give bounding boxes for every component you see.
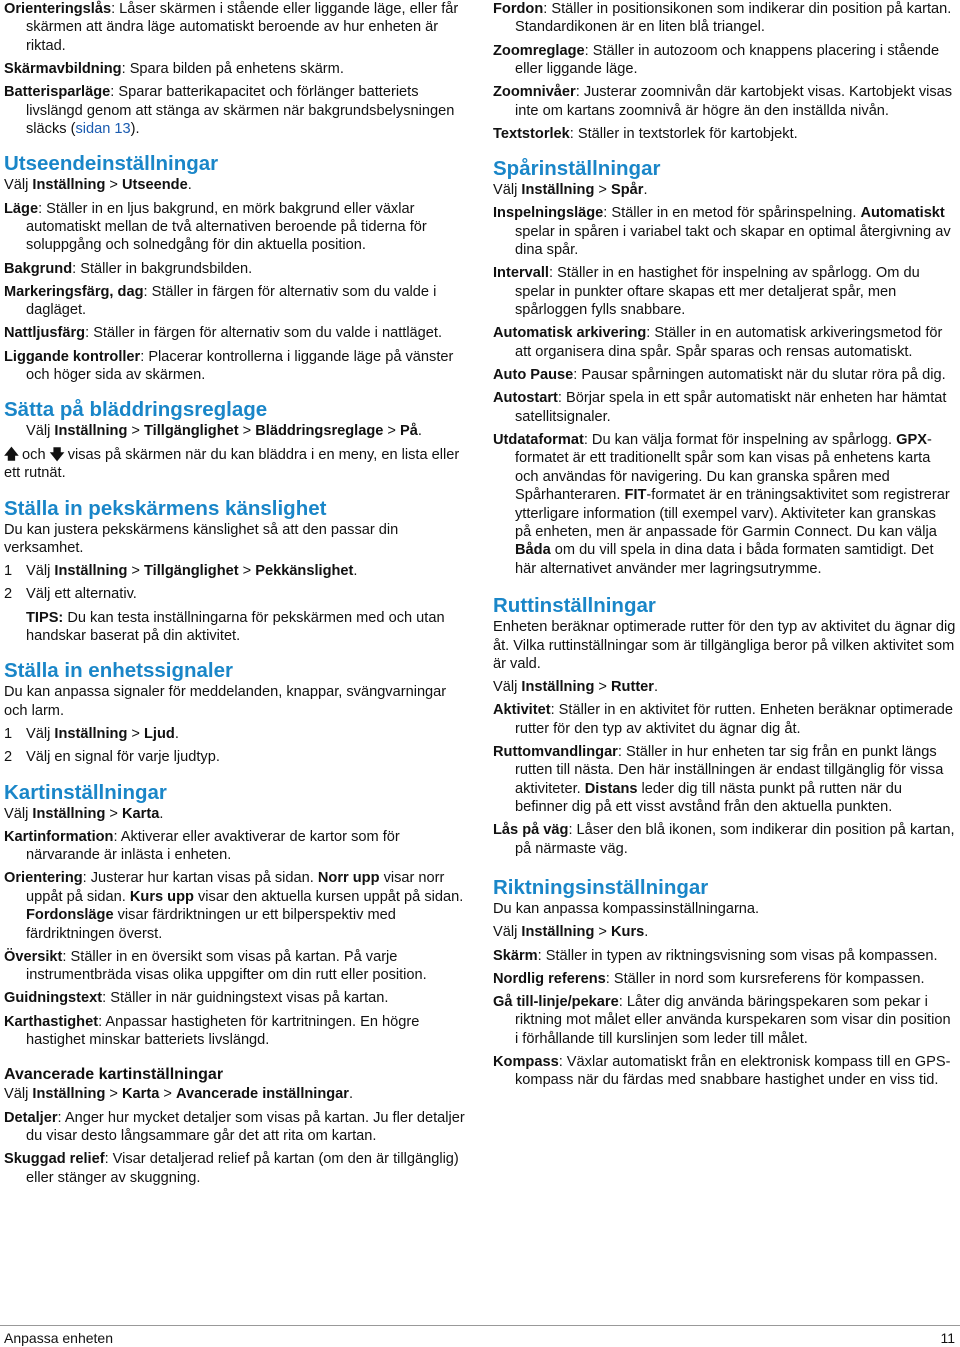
option-name: Kurs upp	[129, 888, 194, 905]
step-number: 2	[4, 749, 13, 766]
select-prefix: Välj	[26, 423, 55, 440]
path-separator: >	[238, 563, 256, 580]
path-end: .	[417, 423, 422, 440]
north-reference-item	[493, 970, 956, 988]
path-part: Inställning	[32, 1086, 106, 1103]
description: : Låser skärmen i stående eller liggande läge, eller får skärmen att ändra läge automatiskt beroende av hur enheten är riktad.	[26, 1, 459, 54]
auto-archive-item	[493, 324, 956, 361]
path-part: Inställning	[32, 805, 106, 822]
term: Skärmavbildning	[4, 61, 122, 78]
term: Autostart	[493, 390, 558, 407]
term: Kompass	[493, 1054, 559, 1071]
intro-text: Du kan anpassa kompassinställningarna.	[493, 901, 760, 918]
guidance-text-item	[4, 989, 468, 1007]
path-separator: >	[594, 182, 611, 199]
term: Batterisparläge	[4, 84, 111, 101]
select-prefix: Välj	[4, 177, 33, 194]
description: visar den aktuella kursen uppåt på sidan.	[193, 888, 464, 905]
description: : Börjar spela in ett spår automatiskt när enheten har hämtat satellitsignaler.	[515, 390, 947, 425]
term: Automatisk arkivering	[493, 325, 647, 342]
select-path	[4, 176, 468, 194]
option-name: GPX	[896, 431, 927, 448]
description: : Justerar hur kartan visas på sidan.	[82, 870, 318, 887]
right-column	[493, 0, 956, 1090]
arrow-up-icon: 🡅	[4, 446, 20, 463]
description: visas på skärmen när du kan bläddra i en meny, en lista eller ett rutnät.	[4, 446, 460, 482]
path-end: .	[174, 725, 179, 742]
route-transitions-item	[493, 743, 956, 817]
section-heading-track-settings: Spårinställningar	[493, 157, 661, 181]
path-end: .	[644, 924, 649, 941]
term: Aktivitet	[493, 702, 551, 719]
step-number: 1	[4, 725, 13, 742]
description: : Ställer in en översikt som visas på kartan. På varje instrumentbräda visas olika uppgifter om din rutt eller position.	[26, 948, 427, 984]
page-number: 11	[940, 1330, 955, 1346]
path-part: Inställning	[54, 423, 128, 440]
description: : Du kan välja format för inspelning av spårlogg.	[583, 431, 897, 448]
orientation-item	[4, 869, 468, 943]
term: Orientering	[4, 870, 83, 887]
term: Skärm	[493, 947, 538, 964]
description: : Placerar kontrollerna i liggande läge på vänster och höger sida av skärmen.	[26, 348, 454, 384]
description: : Justerar zoomnivån där kartobjekt visas. Kartobjekt visas inte om kartans zoomnivå är högre än den inställda nivån.	[515, 84, 953, 119]
description: om du vill spela in dina data i båda formaten samtidigt. Det här alternativet använder mer lagringsutrymme.	[515, 542, 934, 577]
page-link[interactable]: sidan 13	[75, 121, 131, 138]
step-2	[4, 585, 468, 603]
path-part: Karta	[122, 805, 160, 822]
description: : Ställer in en metod för spårinspelning.	[603, 205, 861, 222]
description: : Anpassar hastigheten för kartritningen. En högre hastighet minskar batteriets livslängd.	[26, 1013, 420, 1048]
path-part: Bläddringsreglage	[255, 423, 384, 440]
select-prefix: Välj	[493, 182, 522, 199]
term: Gå till-linje/pekare	[493, 994, 619, 1011]
path-end: .	[353, 563, 358, 580]
output-format-item	[493, 431, 956, 578]
orientation-lock-item	[4, 0, 468, 55]
map-information-item	[4, 828, 468, 865]
path-part: Karta	[122, 1086, 160, 1103]
scroll-arrows-note	[4, 446, 468, 483]
term: Zoomreglage	[493, 42, 585, 59]
goto-line-pointer-item	[493, 993, 956, 1048]
description: : Ställer in färgen för alternativ som du valde i dagläget.	[26, 283, 437, 319]
night-color-item	[4, 324, 468, 342]
path-part: Inställning	[54, 725, 128, 742]
description: : Visar detaljerad relief på kartan (om den är tillgänglig) eller stänger av skuggning.	[26, 1151, 459, 1186]
path-part: Inställning	[521, 924, 595, 941]
description: -formatet är ett traditionellt spår som kan visas på enhetens karta och användas för navigering. Du kan granska spåren med Spårhanteraren.	[515, 431, 932, 504]
path-part: Kurs	[611, 924, 645, 941]
screenshot-item	[4, 60, 468, 78]
description: : Låser den blå ikonen, som indikerar din position på kartan, på närmaste väg.	[515, 822, 955, 857]
term: Textstorlek	[493, 125, 570, 142]
subsection-heading-advanced-map: Avancerade kartinställningar	[4, 1066, 224, 1084]
section-heading-appearance: Utseendeinställningar	[4, 152, 219, 176]
landscape-controls-item	[4, 348, 468, 385]
description: : Ställer in nord som kursreferens för kompassen.	[605, 970, 925, 987]
term: Nattljusfärg	[4, 325, 86, 342]
description: leder dig till nästa punkt på rutten när du befinner dig på ett visst avstånd från den aktuella punkten.	[515, 780, 902, 816]
path-part: Inställning	[521, 679, 595, 696]
path-part: Ljud	[144, 725, 175, 742]
term: Markeringsfärg, dag	[4, 283, 144, 300]
term: Lås på väg	[493, 822, 569, 839]
term: Detaljer	[4, 1109, 58, 1126]
description-end: ).	[130, 121, 140, 138]
conjunction: och	[18, 446, 50, 463]
auto-pause-item	[493, 366, 956, 384]
term: Karthastighet	[4, 1013, 99, 1030]
description: : Låter dig använda bäringspekaren som pekar i riktning mot målet eller använda kurspekaren som visar din position i förhållande till kurslinjen som leder till målet.	[515, 994, 951, 1047]
description: : Ställer in en aktivitet för rutten. Enheten beräknar optimerade rutter för den typ av aktivitet du ägnar dig åt.	[515, 702, 953, 737]
section-heading-route-settings: Ruttinställningar	[493, 594, 656, 618]
description: : Ställer in textstorlek för kartobjekt.	[569, 125, 798, 142]
path-separator: >	[383, 423, 401, 440]
left-column	[4, 0, 468, 1187]
path-end: .	[187, 177, 192, 194]
option-name: Fordonsläge	[26, 907, 114, 924]
description: : Ställer in typen av riktningsvisning som visas på kompassen.	[537, 947, 938, 964]
path-separator: >	[127, 725, 144, 742]
step-2	[4, 748, 468, 766]
description: visar färdriktningen ur ett bilperspektiv med färdriktningen överst.	[26, 907, 396, 942]
text-size-item	[493, 125, 956, 143]
description: : Växlar automatiskt från en elektronisk kompass till en GPS-kompass när du färdas med snabbare hastighet under en viss tid.	[515, 1054, 951, 1089]
select-prefix: Välj	[4, 805, 33, 822]
description: : Ställer in hur enheten tar sig från en punkt längs rutten till nästa. Den här inställningen är endast tillgänglig för vissa aktiviteter.	[515, 743, 944, 797]
term: Auto Pause	[493, 367, 574, 384]
term: Läge	[4, 200, 39, 217]
term: Intervall	[493, 265, 549, 282]
term: Inspelningsläge	[493, 205, 604, 222]
section-heading-heading-settings: Riktningsinställningar	[493, 876, 709, 900]
battery-saver-item	[4, 83, 468, 138]
path-separator: >	[159, 1086, 176, 1103]
select-prefix: Välj	[493, 679, 522, 696]
intro-text: Enheten beräknar optimerade rutter för den typ av aktivitet du ägnar dig åt. Vilka ruttinställningar som är tillgängliga beror på vilken aktivitet som är vald.	[493, 619, 956, 672]
select-path	[493, 181, 956, 199]
description: : Ställer in en automatisk arkiveringsmetod för att organisera dina spår. Spår sparas och rensas automatiskt.	[515, 325, 943, 360]
lock-on-road-item	[493, 821, 956, 858]
tips-text: Du kan testa inställningarna för pekskärmen med och utan handskar baserat på din aktivitet.	[26, 609, 445, 644]
interval-item	[493, 264, 956, 319]
term: Fordon	[493, 1, 544, 17]
select-path	[493, 678, 956, 696]
term: Översikt	[4, 948, 63, 965]
description: : Ställer in positionsikonen som indikerar din position på kartan. Standardikonen är en liten blå triangel.	[515, 1, 952, 36]
path-end: .	[653, 679, 659, 696]
path-part: Tillgänglighet	[144, 563, 239, 580]
description: : Ställer in bakgrundsbilden.	[72, 260, 253, 277]
tips-note	[4, 609, 468, 646]
description: -formatet är en träningsaktivitet som registrerar ytterligare information (till exempel varv). Aktiviteter kan granskas på enheten, men är anpassade för Garmin Connect. Du kan välja	[515, 487, 950, 540]
path-end: .	[348, 1086, 354, 1103]
option-name: Båda	[515, 542, 551, 559]
mode-item	[4, 200, 468, 255]
description: visar norr uppåt på sidan.	[26, 870, 445, 905]
step-1	[4, 725, 468, 743]
select-prefix: Välj	[26, 563, 55, 580]
path-separator: >	[105, 1086, 122, 1103]
autostart-item	[493, 389, 956, 426]
term: Ruttomvandlingar	[493, 743, 618, 760]
section-heading-device-tones: Ställa in enhetssignaler	[4, 659, 233, 683]
description: : Spara bilden på enhetens skärm.	[121, 61, 344, 78]
step-number: 1	[4, 563, 13, 580]
term: Zoomnivåer	[493, 84, 576, 101]
path-part: Inställning	[521, 182, 595, 199]
step-text: Välj ett alternativ.	[26, 586, 137, 603]
step-number: 2	[4, 586, 13, 603]
path-separator: >	[105, 177, 122, 194]
step-text: Välj en signal för varje ljudtyp.	[26, 749, 220, 766]
term: Orienteringslås	[4, 1, 112, 17]
path-end: .	[159, 805, 164, 822]
description: : Pausar spårningen automatiskt när du slutar röra på dig.	[573, 367, 946, 384]
section-heading-scroll-controls: Sätta på bläddringsreglage	[4, 398, 268, 422]
overview-item	[4, 948, 468, 985]
description: : Ställer in färgen för alternativ som du valde i nattläget.	[85, 325, 443, 342]
term: Utdataformat	[493, 431, 584, 448]
tips-label: TIPS:	[26, 609, 64, 626]
path-separator: >	[238, 423, 256, 440]
path-part: Inställning	[54, 563, 128, 580]
path-separator: >	[594, 679, 611, 696]
display-item	[493, 947, 956, 965]
option-name: FIT	[624, 487, 647, 504]
select-path	[4, 422, 468, 440]
path-separator: >	[127, 423, 144, 440]
highlight-color-day-item	[4, 283, 468, 320]
intro-text: Du kan justera pekskärmens känslighet så att den passar din verksamhet.	[4, 521, 399, 556]
select-path	[4, 805, 468, 823]
option-name: Distans	[584, 780, 638, 797]
path-separator: >	[594, 924, 611, 941]
term: Bakgrund	[4, 260, 73, 277]
activity-item	[493, 701, 956, 738]
path-part: På	[400, 423, 418, 440]
term: Skuggad relief	[4, 1151, 105, 1168]
path-part: Inställning	[32, 177, 106, 194]
footer-divider	[0, 1325, 960, 1326]
recording-mode-item	[493, 204, 956, 259]
path-separator: >	[105, 805, 122, 822]
path-part: Spår	[611, 182, 644, 199]
select-prefix: Välj	[26, 725, 55, 742]
intro-text: Du kan anpassa signaler för meddelanden, knappar, svängvarningar och larm.	[4, 684, 447, 719]
map-speed-item	[4, 1013, 468, 1050]
description: : Ställer in en hastighet för inspelning av spårlogg. Om du spelar in punkter oftare skapas ett mer detaljerat spår, men spårloggen fylls snabbare.	[515, 265, 920, 319]
description: : Ställer in när guidningstext visas på kartan.	[102, 990, 389, 1007]
term: Guidningstext	[4, 990, 103, 1007]
path-part: Rutter	[611, 679, 654, 696]
option-name: Norr upp	[317, 870, 380, 887]
term: Liggande kontroller	[4, 348, 141, 365]
term: Nordlig referens	[493, 970, 606, 987]
option-name: Automatiskt	[860, 205, 945, 222]
step-1	[4, 562, 468, 580]
path-part: Pekkänslighet	[255, 563, 354, 580]
vehicle-item	[493, 0, 956, 37]
path-end: .	[643, 182, 648, 199]
select-prefix: Välj	[4, 1086, 33, 1103]
zoom-controls-item	[493, 42, 956, 79]
term: Kartinformation	[4, 828, 114, 845]
description: : Sparar batterikapacitet och förlänger batteriets livslängd genom att stänga av skärmen när bakgrundsbelysningen släcks (	[26, 84, 455, 138]
description: : Anger hur mycket detaljer som visas på kartan. Ju fler detaljer du visar desto långsammare går det att rita om kartan.	[26, 1109, 465, 1145]
compass-item	[493, 1053, 956, 1090]
path-part: Tillgänglighet	[144, 423, 239, 440]
zoom-levels-item	[493, 83, 956, 120]
select-path	[493, 923, 956, 941]
background-item	[4, 260, 468, 278]
description: : Aktiverar eller avaktiverar de kartor som för närvarande är inlästa i enheten.	[26, 828, 400, 864]
select-prefix: Välj	[493, 924, 522, 941]
path-separator: >	[127, 563, 144, 580]
description: spelar in spåren i variabel takt och skapar en optimal återgivning av dina spår.	[515, 223, 951, 259]
description: : Ställer in en ljus bakgrund, en mörk bakgrund eller växlar automatiskt mellan de två alternativen beroende på tiderna för soluppgång och solnedgång för din aktuella position.	[26, 200, 427, 254]
arrow-down-icon: 🡇	[49, 446, 65, 463]
section-heading-map-settings: Kartinställningar	[4, 780, 167, 804]
footer-section-title: Anpassa enheten	[4, 1330, 113, 1346]
path-part: Utseende	[122, 177, 188, 194]
details-item	[4, 1109, 468, 1146]
description: : Ställer in autozoom och knappens placering i stående eller liggande läge.	[515, 42, 940, 78]
path-part: Avancerade inställningar	[175, 1086, 349, 1103]
select-path	[4, 1085, 468, 1103]
shaded-relief-item	[4, 1150, 468, 1187]
section-heading-touch-sensitivity: Ställa in pekskärmens känslighet	[4, 496, 327, 520]
